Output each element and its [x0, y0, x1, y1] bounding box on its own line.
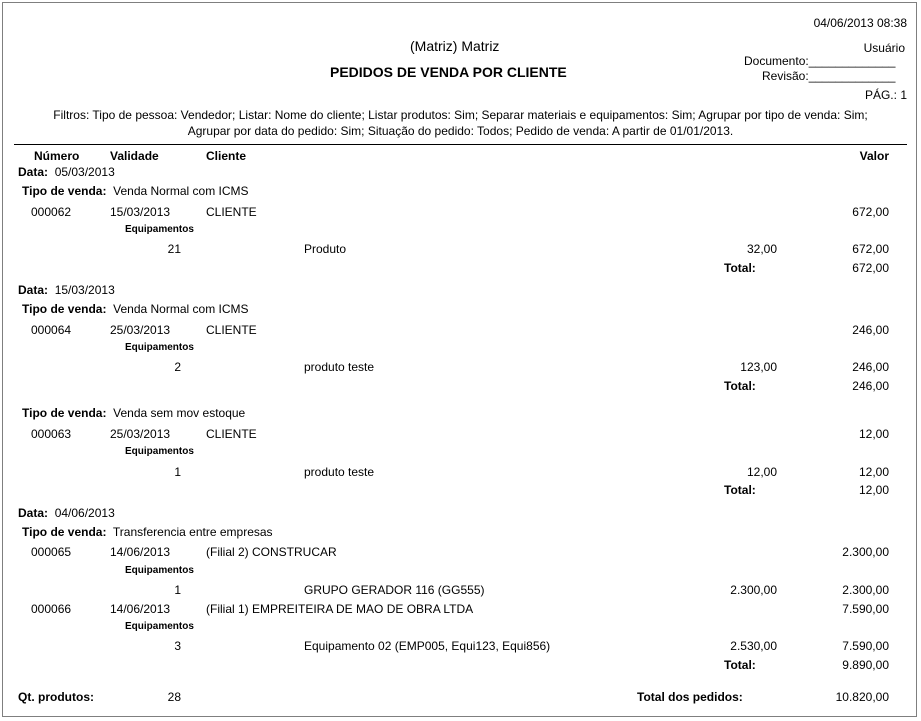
item-valor: 672,00	[852, 242, 889, 256]
order-cliente: CLIENTE	[206, 205, 257, 219]
order-numero: 000064	[31, 323, 72, 337]
equipamentos-label: Equipamentos	[125, 621, 194, 632]
equipamentos-label: Equipamentos	[125, 446, 194, 457]
item-qtd: 1	[174, 583, 181, 597]
report-datetime: 04/06/2013 08:38	[813, 16, 907, 30]
date-group-3	[18, 506, 115, 520]
order-cliente: CLIENTE	[206, 323, 257, 337]
equipamentos-label: Equipamentos	[125, 565, 194, 576]
date-value: 15/03/2013	[54, 283, 115, 297]
item-qtd: 2	[174, 360, 181, 374]
total-pedidos-value: 10.820,00	[835, 690, 889, 704]
item-produto: Produto	[304, 242, 347, 256]
order-valor: 12,00	[858, 427, 889, 441]
item-qtd: 3	[174, 639, 181, 653]
order-cliente: (Filial 1) EMPREITEIRA DE MAO DE OBRA LTDA	[206, 602, 474, 616]
tipo-venda-value: Venda Normal com ICMS	[113, 302, 249, 316]
item-unit: 12,00	[746, 465, 777, 479]
total-value: 672,00	[852, 261, 889, 275]
item-valor: 246,00	[852, 360, 889, 374]
order-validade: 25/03/2013	[110, 323, 171, 337]
order-validade: 25/03/2013	[110, 427, 171, 441]
tipo-venda-label: Tipo de venda:	[22, 525, 107, 539]
order-cliente: CLIENTE	[206, 427, 257, 441]
tipo-venda-value: Venda Normal com ICMS	[113, 184, 249, 198]
item-produto: GRUPO GERADOR 116 (GG555)	[304, 583, 485, 597]
date-group-2	[18, 283, 115, 297]
total-value: 12,00	[858, 483, 889, 497]
column-numero: Número	[34, 149, 80, 163]
column-valor: Valor	[859, 149, 889, 163]
qt-produtos-value: 28	[167, 690, 181, 704]
equipamentos-label: Equipamentos	[125, 342, 194, 353]
tipo-venda-value: Venda sem mov estoque	[113, 406, 246, 420]
documento-field: Documento:_____________	[744, 54, 896, 68]
filters-line-2: Agrupar por data do pedido: Sim; Situação do pedido: Todos; Pedido de venda: A partir de 01/01/2013.	[187, 124, 734, 138]
order-validade: 15/03/2013	[110, 205, 171, 219]
item-valor: 12,00	[858, 465, 889, 479]
item-valor: 7.590,00	[842, 639, 889, 653]
order-valor: 672,00	[852, 205, 889, 219]
total-value: 9.890,00	[842, 658, 889, 672]
item-unit: 123,00	[740, 360, 777, 374]
order-numero: 000066	[31, 602, 72, 616]
revisao-field: Revisão:_____________	[762, 69, 896, 83]
tipo-venda-4	[22, 525, 273, 539]
order-valor: 246,00	[852, 323, 889, 337]
item-qtd: 1	[174, 465, 181, 479]
tipo-venda-1	[22, 184, 249, 198]
date-value: 05/03/2013	[54, 165, 115, 179]
item-unit: 2.300,00	[730, 583, 777, 597]
date-label: Data:	[18, 283, 49, 297]
column-validade: Validade	[110, 149, 159, 163]
tipo-venda-value: Transferencia entre empresas	[112, 525, 273, 539]
qt-produtos-label: Qt. produtos:	[18, 690, 94, 704]
filters-line-1: Filtros: Tipo de pessoa: Vendedor; Listar: Nome do cliente; Listar produtos: Sim; Separar materiais e equipamentos: Sim; Agrupar por tipo de venda: Sim;	[53, 108, 868, 122]
tipo-venda-label: Tipo de venda:	[22, 302, 107, 316]
order-cliente: (Filial 2) CONSTRUCAR	[206, 545, 337, 559]
order-valor: 7.590,00	[842, 602, 889, 616]
report-user: Usuário	[863, 41, 905, 55]
order-validade: 14/06/2013	[110, 602, 171, 616]
item-produto: produto teste	[304, 465, 375, 479]
tipo-venda-label: Tipo de venda:	[22, 184, 107, 198]
date-value: 04/06/2013	[54, 506, 115, 520]
order-numero: 000065	[31, 545, 72, 559]
total-label: Total:	[724, 379, 756, 393]
total-label: Total:	[724, 261, 756, 275]
date-label: Data:	[18, 506, 49, 520]
total-label: Total:	[724, 658, 756, 672]
company-name: (Matriz) Matriz	[410, 38, 500, 54]
item-unit: 2.530,00	[730, 639, 777, 653]
item-qtd: 21	[167, 242, 181, 256]
order-valor: 2.300,00	[842, 545, 889, 559]
item-produto: produto teste	[304, 360, 375, 374]
header-divider	[14, 144, 907, 145]
tipo-venda-2	[22, 302, 249, 316]
order-numero: 000062	[31, 205, 72, 219]
total-label: Total:	[724, 483, 756, 497]
column-cliente: Cliente	[206, 149, 247, 163]
tipo-venda-3	[22, 406, 245, 420]
total-value: 246,00	[852, 379, 889, 393]
order-numero: 000063	[31, 427, 72, 441]
report-title: PEDIDOS DE VENDA POR CLIENTE	[330, 64, 567, 80]
item-unit: 32,00	[746, 242, 777, 256]
item-produto: Equipamento 02 (EMP005, Equi123, Equi856)	[304, 639, 551, 653]
order-validade: 14/06/2013	[110, 545, 171, 559]
equipamentos-label: Equipamentos	[125, 224, 194, 235]
date-group-1	[18, 165, 115, 179]
tipo-venda-label: Tipo de venda:	[22, 406, 107, 420]
page-number: PÁG.: 1	[864, 88, 907, 102]
date-label: Data:	[18, 165, 49, 179]
item-valor: 2.300,00	[842, 583, 889, 597]
total-pedidos-label: Total dos pedidos:	[637, 690, 743, 704]
